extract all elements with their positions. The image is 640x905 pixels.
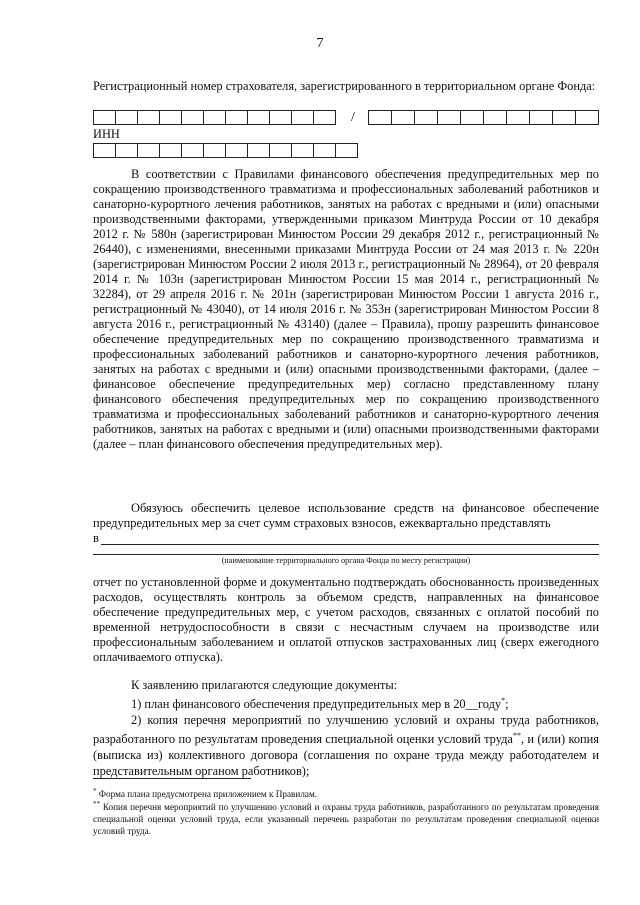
inn-cell[interactable] [269,143,292,158]
registration-number-left-cells[interactable] [93,110,335,125]
inn-cells[interactable] [93,143,357,158]
reg-cell[interactable] [437,110,461,125]
document-item-2-end: , и (или) копия (выписка из) коллективного договора (соглашения по охране труда между работодателем и представительным органом работников); [93,732,599,779]
document-item-2-text: 2) копия перечня мероприятий по улучшению условий и охраны труда работников, разработанного по результатам проведения специальной оценки условий труда [93,713,599,747]
reg-cell[interactable] [460,110,484,125]
registration-separator: / [351,110,355,125]
document-item-1 [93,693,599,712]
reg-cell[interactable] [247,110,270,125]
registration-label: Регистрационный номер страхователя, зарегистрированного в территориальном органе Фонда: [93,79,596,93]
document-item-1-text: 1) план финансового обеспечения предупредительных мер в 20__году [131,697,502,712]
reg-cell[interactable] [391,110,415,125]
fund-office-caption: (наименование территориального органа Фонда по месту регистрации) [221,556,471,565]
reg-cell[interactable] [552,110,576,125]
inn-label: ИНН [93,127,120,141]
inn-cell[interactable] [181,143,204,158]
reg-cell[interactable] [575,110,599,125]
reg-cell[interactable] [313,110,336,125]
commitment-prefix: в [93,531,99,545]
reg-cell[interactable] [414,110,438,125]
document-item-1-end: ; [505,697,509,712]
inn-cell[interactable] [93,143,116,158]
footnote-1-text: Форма плана предусмотрена приложением к Правилам. [96,789,318,800]
reg-cell[interactable] [291,110,314,125]
inn-cell[interactable] [247,143,270,158]
footnote-2-text: Копия перечня мероприятий по улучшению условий и охраны труда работников, разработанного по результатам проведения специальной оценки условий труда, если указанный перечень разработан по результатам проведения специальной оценки условий труда. [93,802,599,837]
document-item-2 [93,712,599,779]
fund-office-field-line-2 [93,554,599,555]
footnote-divider [93,778,251,779]
reg-cell[interactable] [483,110,507,125]
reg-cell[interactable] [269,110,292,125]
reg-cell[interactable] [137,110,160,125]
commitment-paragraph: Обязуюсь обеспечить целевое использование средств на финансовое обеспечение предупредительных мер за счет сумм страховых взносов, ежеквартально представлять [93,501,599,530]
fund-office-field-line[interactable] [101,544,599,545]
reg-cell[interactable] [115,110,138,125]
commitment-continuation: отчет по установленной форме и документально подтверждать обоснованность произведенных расходов, осуществлять контроль за объемом средств, направленных на финансовое обеспечение предупредительных мер, с учетом расходов, связанных с оплатой пособий по временной нетрудоспособности в связи с несчастным случаем на производстве или профессиональным заболеванием и оплатой отпусков застрахованных лиц (сверх ежегодного оплачиваемого отпуска). [93,575,599,664]
inn-cell[interactable] [313,143,336,158]
reg-cell[interactable] [181,110,204,125]
request-paragraph: В соответствии с Правилами финансового обеспечения предупредительных мер по сокращению производственного травматизма и профессиональных заболеваний работников и санаторно-курортного лечения работников, занятых на работах с вредными и (или) опасными производственными факторами, утвержденными приказом Минтруда России от 10 декабря 2012 г. № 580н (зарегистрирован Минюстом России 29 декабря 2012 г., регистрационный № 26440), с изменениями, внесенными приказами Минтруда России от 24 мая 2013 г. № 220н (зарегистрирован Минюстом России 2 июля 2013 г., регистрационный № 28964), от 20 февраля 2014 г. № 103н (зарегистрирован Минюстом России 15 мая 2014 г., регистрационный № 32284), от 29 апреля 2016 г. № 201н (зарегистрирован Минюстом России 1 августа 2016 г., регистрационный № 43040), от 14 июля 2016 г. № 353н (зарегистрирован Минюстом России 8 августа 2016 г., регистрационный № 43140) (далее – Правила), прошу разрешить финансовое обеспечение предупредительных мер по сокращению производственного травматизма и профессиональных заболеваний работников и санаторно-курортного лечения работников, занятых на работах с вредными и (или) опасными производственными факторами, (далее – финансовое обеспечение предупредительных мер) согласно представленному плану финансового обеспечения предупредительных мер по сокращению производственного травматизма и профессиональных заболеваний работников и санаторно-курортного лечения работников, занятых на работах с вредными и (или) опасными производственными факторами (далее – план финансового обеспечения предупредительных мер). [93,167,599,451]
reg-cell[interactable] [159,110,182,125]
footnote-1-mark: * [93,787,97,795]
reg-cell[interactable] [203,110,226,125]
inn-cell[interactable] [335,143,358,158]
inn-cell[interactable] [291,143,314,158]
reg-cell[interactable] [506,110,530,125]
documents-list [93,677,599,779]
reg-cell[interactable] [225,110,248,125]
footnote-ref-2: ** [512,731,521,741]
reg-cell[interactable] [529,110,553,125]
reg-cell[interactable] [368,110,392,125]
inn-cell[interactable] [115,143,138,158]
footnote-2 [93,798,599,837]
footnote-2-mark: ** [93,800,100,808]
reg-cell[interactable] [93,110,116,125]
documents-intro: К заявлению прилагаются следующие документы: [131,678,398,692]
page-number: 7 [316,36,324,51]
inn-cell[interactable] [137,143,160,158]
footnote-ref-1: * [501,696,506,705]
inn-cell[interactable] [159,143,182,158]
registration-number-right-cells[interactable] [368,110,598,125]
inn-cell[interactable] [203,143,226,158]
inn-cell[interactable] [225,143,248,158]
